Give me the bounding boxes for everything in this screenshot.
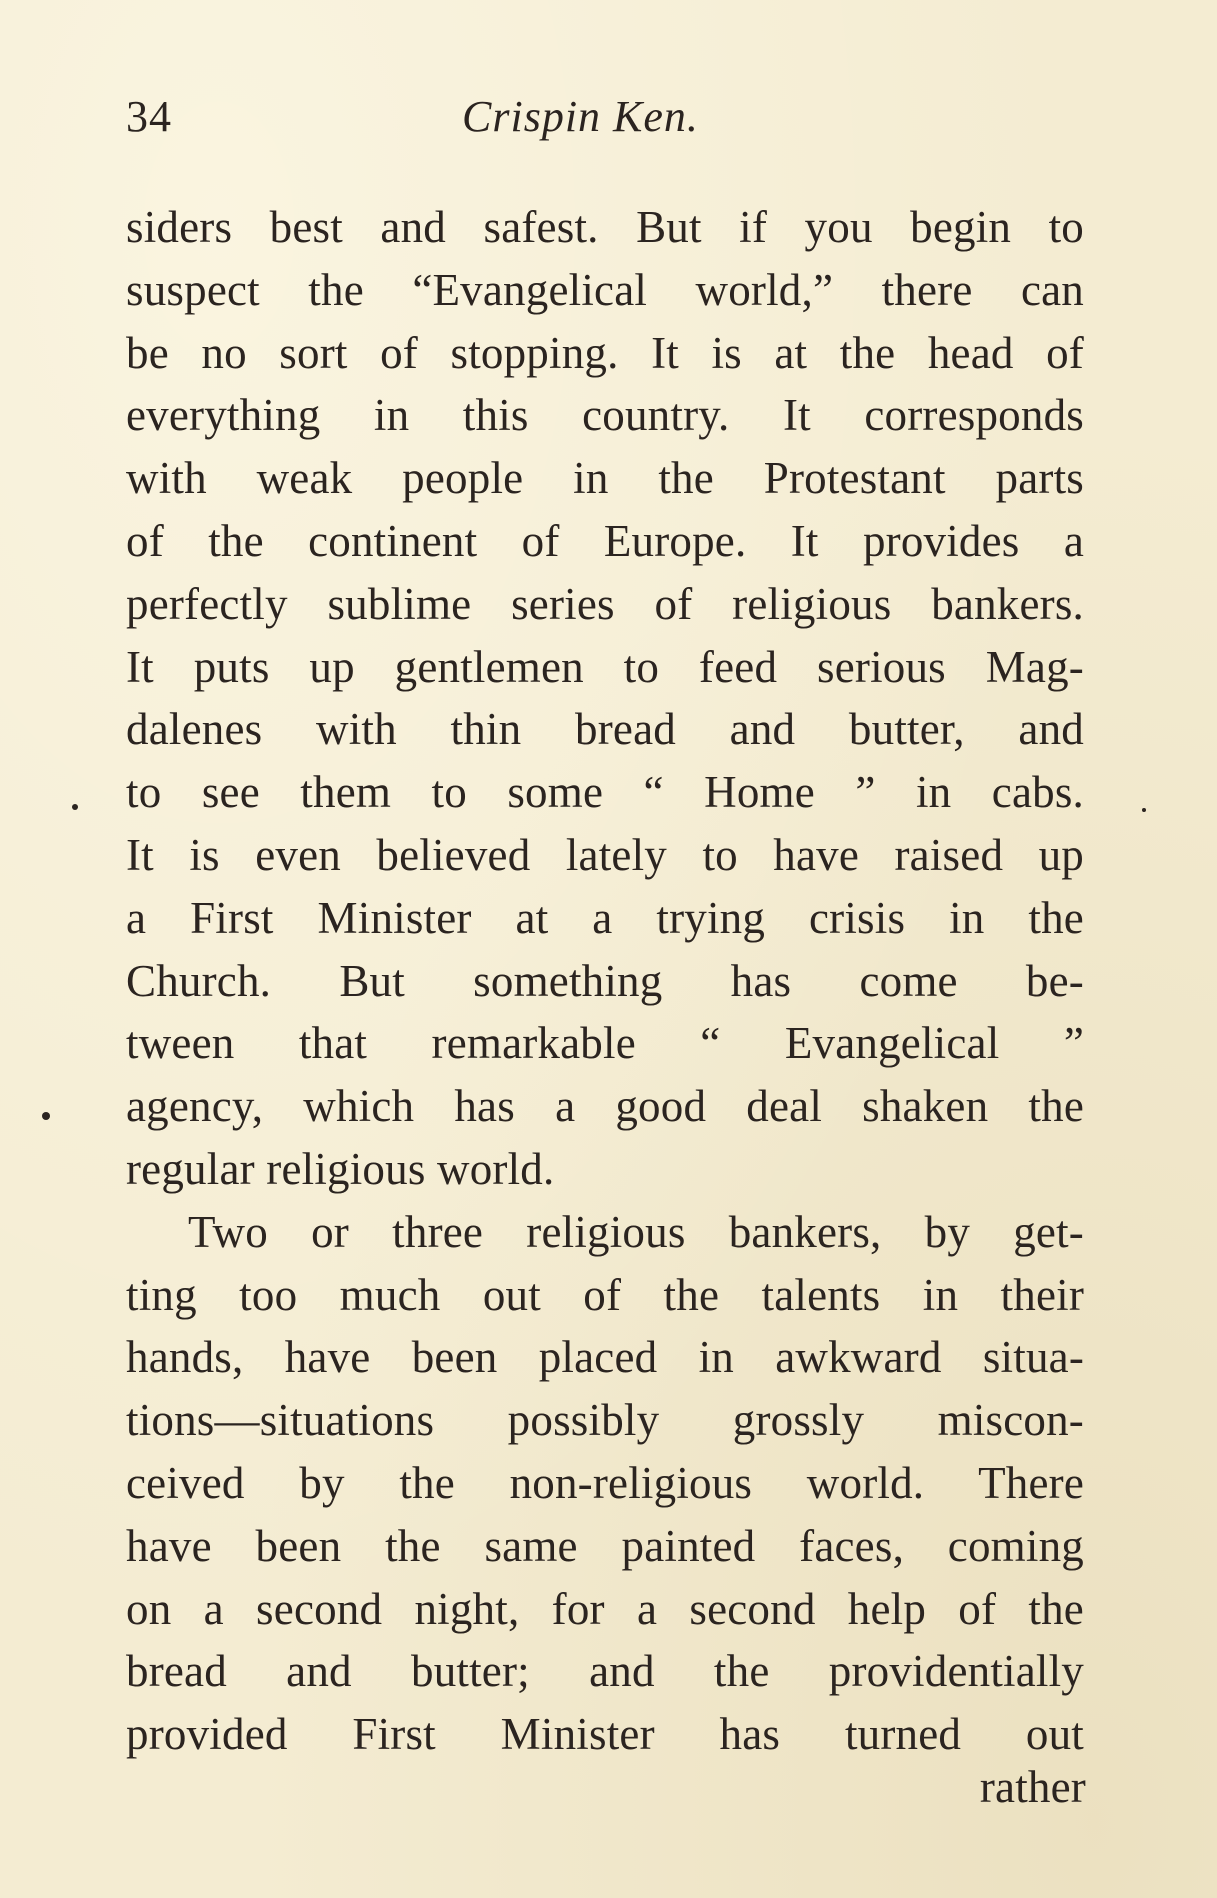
running-title: Crispin Ken. [462, 92, 699, 141]
text-line: a First Minister at a trying crisis in the [126, 892, 1084, 943]
text-line: ting too much out of the talents in their [126, 1269, 1084, 1320]
running-head [126, 92, 1086, 142]
text-line: dalenes with thin bread and butter, and [126, 704, 1084, 755]
text-line: be no sort of stopping. It is at the head of [126, 327, 1084, 378]
text-line: on a second night, for a second help of the [126, 1583, 1084, 1634]
text-line: hands, have been placed in awkward situa- [126, 1332, 1084, 1383]
text-line: It is even believed lately to have raised up [126, 829, 1084, 880]
text-line: siders best and safest. But if you begin to [126, 202, 1084, 252]
text-line: It puts up gentlemen to feed serious Mag- [126, 641, 1084, 692]
text-line: Church. But something has come be- [126, 955, 1084, 1006]
text-line: regular religious world. [126, 1143, 555, 1194]
ink-speck [72, 804, 78, 810]
page-number: 34 [126, 92, 172, 141]
text-line: of the continent of Europe. It provides a [126, 515, 1084, 566]
text-line: tions—situations possibly grossly miscon- [126, 1395, 1084, 1446]
text-line: ceived by the non-religious world. There [126, 1457, 1084, 1508]
ink-speck [1142, 808, 1146, 812]
text-line: have been the same painted faces, coming [126, 1520, 1084, 1571]
catchword: rather [979, 1762, 1086, 1812]
text-line: suspect the “Evangelical world,” there can [126, 264, 1084, 315]
ink-speck [42, 1112, 50, 1120]
text-line: bread and butter; and the providentially [126, 1646, 1084, 1697]
text-line: perfectly sublime series of religious bankers. [126, 578, 1084, 629]
text-line: everything in this country. It corresponds [126, 390, 1084, 441]
text-line: with weak people in the Protestant parts [126, 453, 1084, 504]
text-line: to see them to some “ Home ” in cabs. [126, 767, 1084, 818]
body-text [126, 196, 1084, 1766]
text-line: tween that remarkable “ Evangelical ” [126, 1018, 1084, 1069]
text-line: provided First Minister has turned out [126, 1709, 1084, 1760]
text-line: agency, which has a good deal shaken the [126, 1081, 1084, 1132]
paragraph-first-line: Two or three religious bankers, by get- [188, 1206, 1084, 1257]
